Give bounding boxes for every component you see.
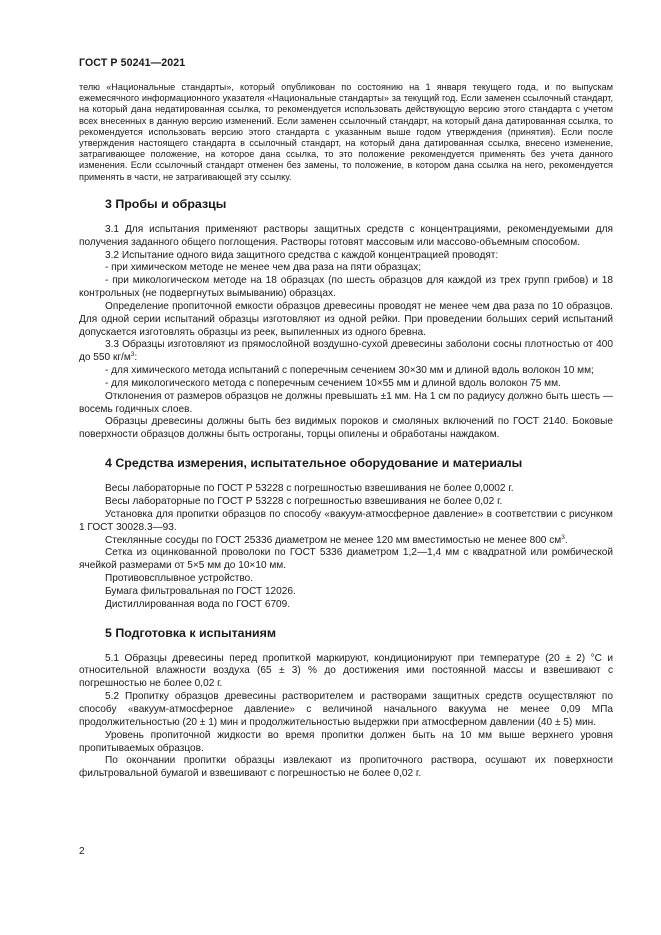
section-5-p2: 5.2 Пропитку образцов древесины растворителем и растворами защитных средств осуществляют по способу «вакуум-атмосферное давление» с величиной начального вакуума не менее 0,09 МПа продолжительностью (20 ± 1) мин и продолжительностью выдержки при атмосферном давлении (40 ± 5) мин.: [79, 691, 613, 728]
section-3-p4-end: :: [134, 352, 138, 364]
section-4-item-2: Весы лабораторные по ГОСТ Р 53228 с погрешностью взвешивания не более 0,02 г.: [105, 496, 503, 508]
section-4-heading: 4 Средства измерения, испытательное оборудование и материалы: [105, 456, 523, 471]
section-5-p4: По окончании пропитки образцы извлекают из пропиточного раствора, осушают их поверхности фильтровальной бумагой и взвешивают с погрешностью не более 0,02 г.: [79, 755, 613, 780]
page-number: 2: [79, 846, 85, 857]
section-5-p1: 5.1 Образцы древесины перед пропиткой маркируют, кондиционируют при температуре (20 ± 2) °С и относительной влажности воздуха (65 ± 3) % до достижения ими постоянной массы и взвешивают с погрешностью не более 0,02 г.: [79, 652, 613, 690]
section-4-item-7: Бумага фильтровальная по ГОСТ 12026.: [105, 585, 296, 597]
section-3-p4-superscript: 3: [130, 351, 135, 359]
section-4-item-4-text: Стеклянные сосуды по ГОСТ 25336 диаметром не менее 120 мм вместимостью не менее 800 см: [105, 534, 562, 546]
section-3-p2-item-1: - при химическом методе не менее чем два раза на пяти образцах;: [105, 262, 422, 274]
section-3-p4: [79, 339, 613, 365]
section-4-item-1: Весы лабораторные по ГОСТ Р 53228 с погрешностью взвешивания не более 0,0002 г.: [105, 483, 514, 495]
section-4-item-8: Дистиллированная вода по ГОСТ 6709.: [105, 598, 291, 610]
section-3-p2: 3.2 Испытание одного вида защитного средства с каждой концентрацией проводят:: [105, 249, 499, 261]
section-3-p2-item-2: - при микологическом методе на 18 образцах (по шесть образцов для каждой из трех групп грибов) и 18 контрольных (не подвергнутых вымыванию) образцах.: [79, 275, 613, 300]
section-4-item-5: Сетка из оцинкованной проволоки по ГОСТ 5336 диаметром 1,2—1,4 мм с квадратной или ромбической ячейкой размерами от 5×5 мм до 10×10 мм.: [79, 547, 613, 572]
intro-paragraph: телю «Национальные стандарты», который опубликован по состоянию на 1 января текущего года, и по выпускам ежемесячного информационного указателя «Национальные стандарты» за текущий год. Если заменен ссылочный стандарт, на который дана недатированная ссылка, то рекомендуется использовать действующую версию этого стандарта с учетом всех внесенных в данную версию изменений. Если заменен ссылочный стандарт, на который дана датированная ссылка, то рекомендуется использовать версию этого стандарта с указанным выше годом утверждения (принятия). Если после утверждения настоящего стандарта в ссылочный стандарт, на который дана датированная ссылка, внесено изменение, затрагивающее положение, на которое дана ссылка, то это положение рекомендуется применять без учета данного изменения. Если ссылочный стандарт отменен без замены, то положение, в котором дана ссылка на него, рекомендуется применять в части, не затрагивающей эту ссылку.: [79, 82, 613, 182]
section-3-p1: 3.1 Для испытания применяют растворы защитных средств с концентрациями, рекомендуемыми для получения заданного общего поглощения. Растворы готовят массовым или массово-объемным способом.: [79, 223, 613, 248]
section-3-p4-item-2: - для микологического метода с поперечным сечением 10×55 мм и длиной вдоль волокон 75 мм.: [105, 377, 561, 389]
section-5-heading: 5 Подготовка к испытаниям: [105, 625, 277, 640]
section-3-p4-item-1: - для химического метода испытаний с поперечным сечением 30×30 мм и длиной вдоль волокон 10 мм;: [105, 365, 594, 377]
document-header: ГОСТ Р 50241—2021: [79, 57, 186, 69]
section-3-p5: Отклонения от размеров образцов не должны превышать ±1 мм. На 1 см по радиусу должно быть шесть — восемь годичных слоев.: [79, 390, 613, 415]
section-4-item-4-superscript: 3: [561, 533, 565, 541]
section-4-item-6: Противовсплывное устройство.: [105, 573, 254, 585]
section-3-p6: Образцы древесины должны быть без видимых пороков и смоляных включений по ГОСТ 2140. Боковые поверхности образцов должны быть остроганы, торцы опилены и обработаны наждаком.: [79, 416, 613, 441]
section-4-item-4: [79, 535, 613, 548]
page-content: [79, 82, 613, 781]
section-3-p4-text: 3.3 Образцы изготовляют из прямослойной воздушно-сухой древесины заболони сосны плотностью от 400 до 550 кг/м: [79, 339, 613, 364]
section-4-item-4-end: .: [564, 534, 568, 546]
section-4-item-3: Установка для пропитки образцов по способу «вакуум-атмосферное давление» в соответствии с рисунком 1 ГОСТ 30028.3—93.: [79, 508, 613, 533]
section-3-p3: Определение пропиточной емкости образцов древесины проводят не менее чем два раза по 10 образцов. Для одной серии испытаний образцы изготовляют из одной рейки. При проведении больших серий испытаний допускается изготовлять образцы из реек, выпиленных из одного бревна.: [79, 300, 613, 338]
section-3-heading: 3 Пробы и образцы: [105, 196, 227, 211]
section-5-p3: Уровень пропиточной жидкости во время пропитки должен быть на 10 мм выше верхнего уровня пропитываемых образцов.: [79, 729, 613, 754]
